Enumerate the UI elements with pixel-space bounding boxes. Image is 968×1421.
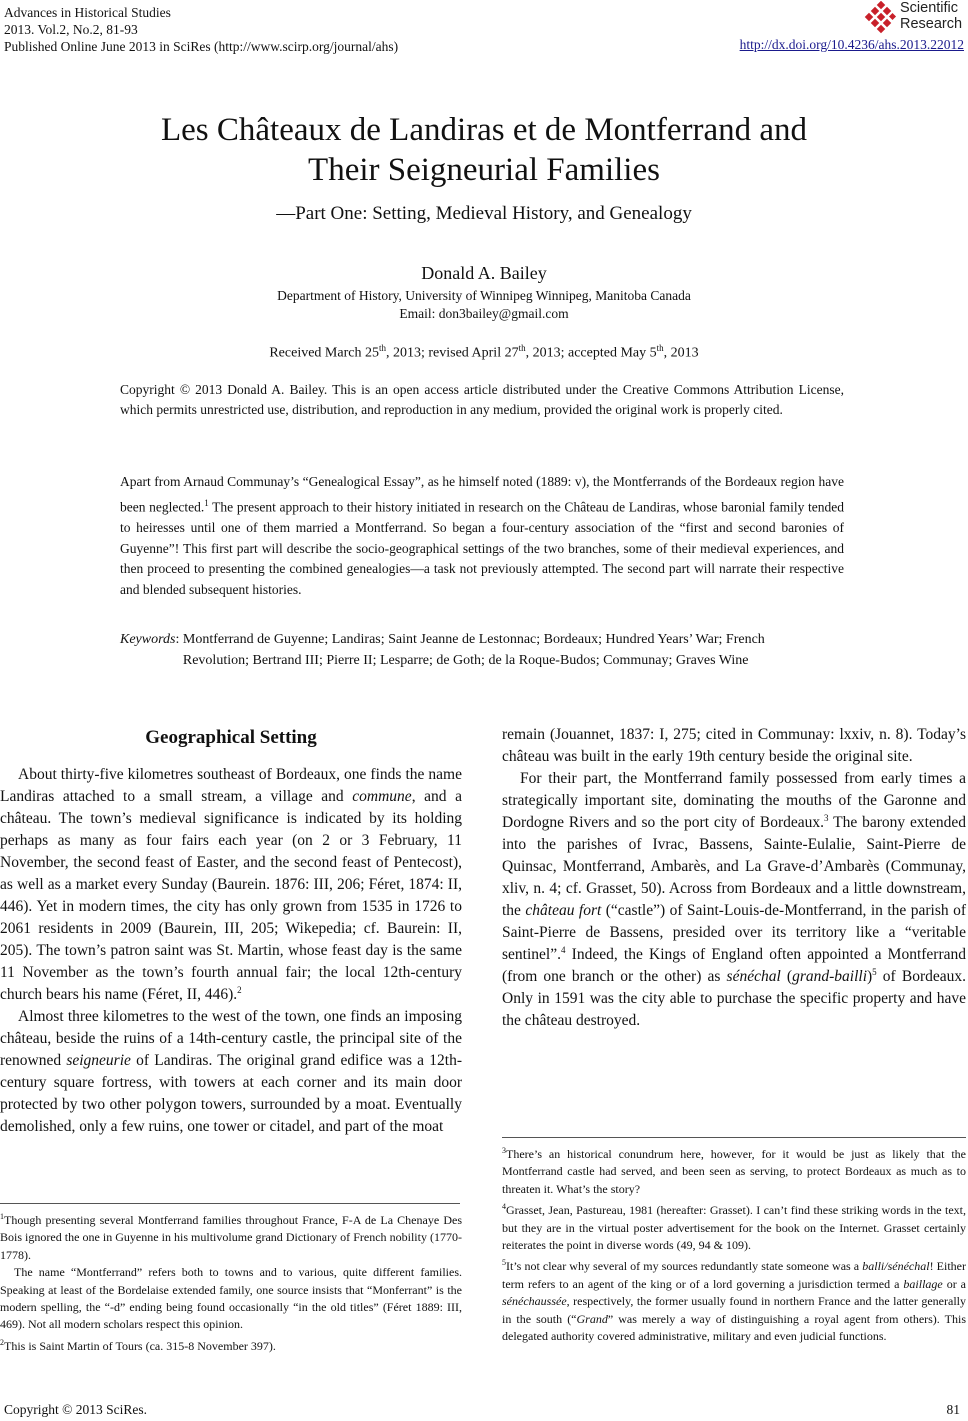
paragraph: remain (Jouannet, 1837: I, 275; cited in Communay: lxxiv, n. 8). Today’s château was built in the early 19th century beside the original site. — [502, 726, 966, 765]
abstract: Apart from Arnaud Communay’s “Genealogical Essay”, as he himself noted (1889: v), the Montferrands of the Bordeaux region have been neglected.$^1$ The present approach to their history initiated in research on the Château de Landiras, whose baronial family tended to heiresses until one of them married a Montferrand. So began a four-century association of the “first and second baronies of Guyenne”! This first part will describe the socio-geographical settings of the two branches, some of their medieval experiences, and then proceed to presenting the combined genealogies—a task not previously attempted. The second part will narrate their respective and blended subsequent histories. — [120, 474, 844, 598]
section-heading: Geographical Setting — [145, 727, 317, 748]
publication-info: Published Online June 2013 in SciRes (http://www.scirp.org/journal/ahs) — [4, 39, 399, 54]
paragraph: For their part, the Montferrand family possessed from early times a strategically important site, dominating the mouths of the Garonne and Dordogne Rivers and so the port city of Bordeaux.$^3$ The barony extended into the parishes of Ivrac, Bassens, Sainte-Eulalie, Saint-Pierre de Quinsac, Montferrand, Ambarès, and La Grave-d’Ambarès (Communay, xliv, n. 4; cf. Grasset, 50). Across from Bordeaux and a little downstream, the château fort (“castle”) of Saint-Louis-de-Montferrand, in the parish of Saint-Pierre de Bassens, presided over its territory like a “veritable sentinel”.$^4$ Indeed, the Kings of England often appointed a Montferrand (from one branch or the other) as sénéchal (grand-bailli)$^5$ of Bordeaux. Only in 1591 was the city able to purchase the specific property and have the château destroyed. — [502, 770, 967, 1029]
copyright-notice: Copyright © 2013 Donald A. Bailey. This is an open access article distributed under the Creative Commons Attribution License, which permits unrestricted use, distribution, and reproduction in any medium, provided the original work is properly cited. — [120, 382, 844, 417]
footnote-5: $^5$It’s not clear why several of my sources redundantly state someone was a balli/sénéchal! Either term refers to an agent of the king or of a lord governing a jurisdiction termed a baillage or a sénéchaussée, respectively, the former usually found in northern France and the latter generally in the south (“Grand” was merely a way of distinguishing a royal agent from others). This delegated authority covered administrative, military and even judicial functions. — [502, 1258, 967, 1344]
scientific-research-logo — [864, 0, 964, 36]
logo-diamond-icon — [864, 1, 898, 35]
footer-copyright: Copyright © 2013 SciRes. — [4, 1402, 148, 1417]
logo-text-line2: Research — [900, 16, 963, 32]
body-left-column — [0, 764, 462, 1138]
footnote-divider — [0, 1203, 460, 1204]
footnote-1-continued: The name “Montferrand” refers both to towns and to various, quite different families. Speaking at least of the Bordelaise extended family, one source insists that “Monferrant” is the modern spelling, the “-d” ending being found occasionally “in the old titles” (Féret 1889: III, 469). Not all modern scholars respect this opinion. — [0, 1265, 462, 1332]
article-subtitle: —Part One: Setting, Medieval History, and Genealogy — [276, 203, 692, 224]
journal-name: Advances in Historical Studies — [4, 5, 171, 20]
page-number: 81 — [946, 1402, 960, 1417]
footnotes-left — [0, 1208, 462, 1355]
footnote-4: $^4$Grasset, Jean, Pastureau, 1981 (hereafter: Grasset). I can’t find these striking words in the text, but they are in the virtual poster advertisement for the book on the Internet. Grasset certainly reiterates the point in diverse words (49, 94 & 109). — [502, 1202, 966, 1253]
author-name: Donald A. Bailey — [421, 263, 547, 283]
journal-volume: 2013. Vol.2, No.2, 81-93 — [4, 22, 138, 37]
footnotes-right — [502, 1142, 966, 1345]
author-email: Email: don3bailey@gmail.com — [399, 306, 569, 321]
paragraph: Almost three kilometres to the west of the town, one finds an imposing château, beside the ruins of a 14th-century castle, the principal site of the renowned seigneurie of Landiras. The original grand edifice was a 12th-century square fortress, with towers at each corner and its main door protected by two other polygon towers, surrounded by a moat. Eventually demolished, only a few ruins, one tower or citadel, and part of the moat — [0, 1008, 462, 1135]
keywords: Keywords: Montferrand de Guyenne; Landiras; Saint Jeanne de Lestonnac; Bordeaux; Hundred Years’ War; French Revolution; Bertrand III; Pierre II; Lesparre; de Goth; de la Roque-Budos; Communay; Graves Wine — [120, 629, 844, 671]
logo-text-line1: Scientific — [900, 0, 959, 16]
title-line-2: Their Seigneurial Families — [308, 152, 660, 188]
body-right-column — [502, 724, 966, 1032]
article-title — [0, 110, 968, 190]
doi-link[interactable]: http://dx.doi.org/10.4236/ahs.2013.22012 — [739, 37, 964, 52]
keywords-label: Keywords — [120, 632, 176, 647]
paragraph: About thirty-five kilometres southeast of Bordeaux, one finds the name Landiras attached to a small stream, a village and commune, and a château. The town’s medieval significance is indicated by its holding perhaps as many as four fairs each year (on 2 or 3 February, 11 November, the second feast of Easter, and the second feast of Pentecost), as well as a market every Sunday (Baurein. 1876: III, 206; Féret, 1874: II, 446). Yet in modern times, the city has only grown from 1535 in 1726 to 2061 residents in 2009 (Baurein, III, 205; Wikepedia; cf. Baurein: II, 205). The town’s patron saint was St. Martin, whose feast day is the same 11 November as the town’s fourth annual fair; the local 12th-century church bears his name (Féret, II, 446).$^2$ — [0, 766, 462, 1003]
title-line-1: Les Châteaux de Landiras et de Montferrand and — [161, 112, 807, 148]
footnote-2: $^2$This is Saint Martin of Tours (ca. 315-8 November 397). — [0, 1337, 276, 1353]
keywords-text: Montferrand de Guyenne; Landiras; Saint Jeanne de Lestonnac; Bordeaux; Hundred Years’ War; French Revolution; Bertrand III; Pierre II; Lesparre; de Goth; de la Roque-Budos; Communay; Graves Wine — [182, 632, 765, 668]
footnote-3: $^3$There’s an historical conundrum here, however, for it would be just as likely that the Montferrand castle had served, and been seen as serving, to protect Bordeaux as much as to threaten it. What’s the story? — [502, 1146, 966, 1196]
author-affiliation — [0, 287, 968, 323]
affiliation-text: Department of History, University of Winnipeg Winnipeg, Manitoba Canada — [277, 288, 691, 303]
footnote-divider — [502, 1137, 966, 1138]
received-dates: Received March 25th, 2013; revised April 27th, 2013; accepted May 5th, 2013 — [269, 343, 699, 361]
footnote-1: $^1$Though presenting several Montferrand families throughout France, F-A de La Chenaye Des Bois ignored the one in Guyenne in his multivolume grand Dictionary of French nobility (1770-1778). — [0, 1212, 462, 1262]
